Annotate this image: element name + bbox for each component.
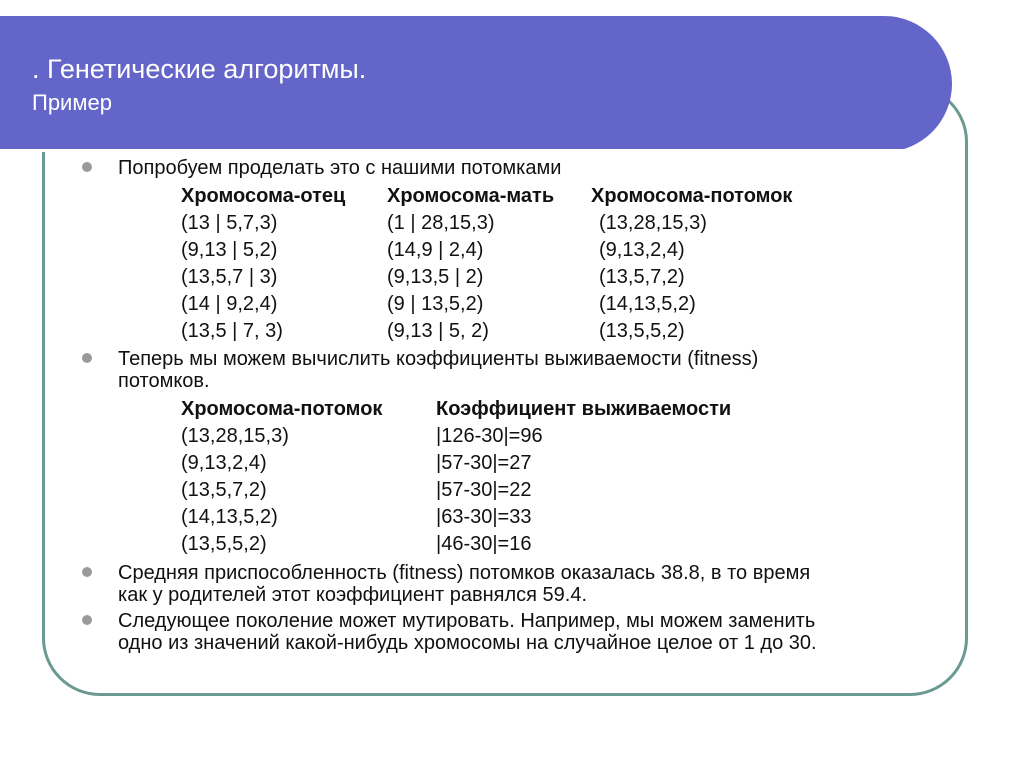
crossover-cell: (9,13,2,4) (599, 239, 685, 261)
crossover-cell: (9,13,5 | 2) (387, 266, 484, 288)
bullet-dot-icon (82, 615, 92, 625)
bullet-1-line-1: Попробуем проделать это с нашими потомками (118, 157, 562, 179)
bullet-3-line-1: Средняя приспособленность (fitness) потомков оказалась 38.8, в то время (118, 562, 811, 584)
crossover-cell: (14 | 9,2,4) (181, 293, 278, 315)
crossover-cell: (13 | 5,7,3) (181, 212, 278, 234)
crossover-cell: (9 | 13,5,2) (387, 293, 484, 315)
fitness-header-child: Хромосома-потомок (181, 398, 383, 420)
crossover-header-mother: Хромосома-мать (387, 185, 555, 207)
crossover-cell: (13,28,15,3) (599, 212, 707, 234)
fitness-cell: |57-30|=22 (436, 479, 532, 501)
crossover-cell: (14,13,5,2) (599, 293, 696, 315)
bullet-dot-icon (82, 567, 92, 577)
crossover-cell: (13,5,7 | 3) (181, 266, 278, 288)
slide-title: . Генетические алгоритмы. (32, 54, 367, 84)
crossover-cell: (13,5,5,2) (599, 320, 685, 342)
crossover-cell: (13,5 | 7, 3) (181, 320, 283, 342)
fitness-cell: |57-30|=27 (436, 452, 532, 474)
fitness-cell: (13,5,7,2) (181, 479, 267, 501)
bullet-dot-icon (82, 162, 92, 172)
fitness-cell: (9,13,2,4) (181, 452, 267, 474)
bullet-dot-icon (82, 353, 92, 363)
crossover-cell: (14,9 | 2,4) (387, 239, 484, 261)
fitness-header-coefficient: Коэффициент выживаемости (436, 398, 732, 420)
bullet-3-line-2: как у родителей этот коэффициент равнялся 59.4. (118, 584, 588, 606)
crossover-cell: (9,13 | 5,2) (181, 239, 278, 261)
bullet-4-line-1: Следующее поколение может мутировать. Например, мы можем заменить (118, 610, 816, 632)
crossover-cell: (9,13 | 5, 2) (387, 320, 489, 342)
crossover-cell: (1 | 28,15,3) (387, 212, 495, 234)
fitness-cell: (13,28,15,3) (181, 425, 289, 447)
crossover-header-father: Хромосома-отец (181, 185, 346, 207)
crossover-cell: (13,5,7,2) (599, 266, 685, 288)
fitness-cell: (13,5,5,2) (181, 533, 267, 555)
fitness-cell: |63-30|=33 (436, 506, 532, 528)
header-divider (0, 149, 906, 152)
slide-header (0, 16, 952, 152)
bullet-4-line-2: одно из значений какой-нибудь хромосомы на случайное целое от 1 до 30. (118, 632, 817, 654)
bullet-2-line-2: потомков. (118, 370, 210, 392)
crossover-header-child: Хромосома-потомок (591, 185, 793, 207)
slide-subtitle: Пример (32, 90, 112, 115)
fitness-cell: |46-30|=16 (436, 533, 532, 555)
bullet-2-line-1: Теперь мы можем вычислить коэффициенты выживаемости (fitness) (118, 348, 759, 370)
fitness-cell: |126-30|=96 (436, 425, 543, 447)
fitness-cell: (14,13,5,2) (181, 506, 278, 528)
